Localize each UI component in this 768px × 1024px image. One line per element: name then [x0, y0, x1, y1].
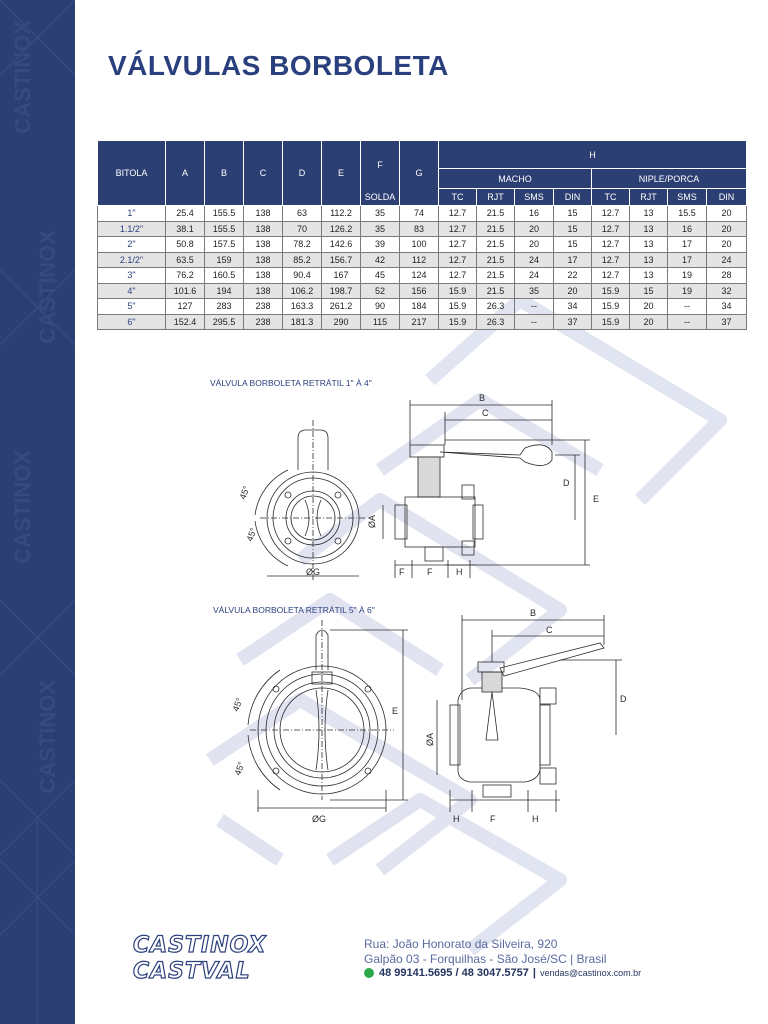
table-cell: 124	[400, 268, 439, 284]
table-cell: 13	[630, 221, 668, 237]
drawing2-label-b: B	[530, 608, 537, 618]
table-cell: 76.2	[166, 268, 205, 284]
table-cell: 101.6	[166, 283, 205, 299]
table-cell: 167	[322, 268, 361, 284]
drawing1-label-d: D	[563, 478, 570, 488]
table-cell: --	[515, 314, 554, 330]
phone-numbers[interactable]: 48 99141.5695 / 48 3047.5757	[379, 967, 529, 979]
drawing1-label-f2: F	[427, 567, 433, 577]
table-cell-bitola: 3"	[98, 268, 166, 284]
header-c: C	[244, 141, 283, 206]
table-cell: 90.4	[283, 268, 322, 284]
drawing2-label-angle2: 45°	[232, 760, 247, 777]
table-cell: 138	[244, 221, 283, 237]
table-cell: 152.4	[166, 314, 205, 330]
table-cell: 19	[668, 268, 707, 284]
page-title: VÁLVULAS BORBOLETA	[108, 50, 449, 81]
table-cell: 50.8	[166, 237, 205, 253]
table-cell: 106.2	[283, 283, 322, 299]
sidebar-watermark-3: CASTINOX	[10, 450, 35, 564]
table-cell: 63.5	[166, 252, 205, 268]
table-cell: 15.9	[439, 283, 477, 299]
table-cell: 112.2	[322, 206, 361, 222]
table-cell: 12.7	[439, 206, 477, 222]
table-cell: 24	[515, 268, 554, 284]
table-cell: 160.5	[205, 268, 244, 284]
table-cell: 155.5	[205, 206, 244, 222]
table-cell: 24	[515, 252, 554, 268]
table-cell: 20	[515, 237, 554, 253]
table-cell: 21.5	[477, 237, 515, 253]
drawing2-caption: VÁLVULA BORBOLETA RETRÁTIL 5" À 6"	[213, 605, 375, 615]
table-cell: 156	[400, 283, 439, 299]
address-block	[364, 937, 607, 967]
castinox-logo	[133, 933, 267, 985]
table-cell: 238	[244, 314, 283, 330]
table-cell: 85.2	[283, 252, 322, 268]
drawing1-label-angle2: 45°	[244, 526, 259, 543]
table-cell: 70	[283, 221, 322, 237]
drawing1-label-angle1: 45°	[237, 484, 252, 501]
drawing2-label-h1: H	[453, 814, 460, 824]
header-b: B	[205, 141, 244, 206]
table-cell: 38.1	[166, 221, 205, 237]
header-a: A	[166, 141, 205, 206]
table-cell: 295.5	[205, 314, 244, 330]
logo-line-castval: CASTVAL	[133, 959, 251, 984]
drawing1-label-e: E	[593, 494, 600, 504]
header-e: E	[322, 141, 361, 206]
table-cell: 13	[630, 268, 668, 284]
table-cell: 163.3	[283, 299, 322, 315]
table-cell: 184	[400, 299, 439, 315]
table-cell: 21.5	[477, 268, 515, 284]
drawing2-label-a: ØA	[425, 732, 435, 746]
table-cell: 26.3	[477, 314, 515, 330]
table-cell: 12.7	[592, 237, 630, 253]
table-cell: 115	[361, 314, 400, 330]
header-bitola: BITOLA	[98, 141, 166, 206]
drawing2-label-f: F	[490, 814, 496, 824]
drawing2-label-h2: H	[532, 814, 539, 824]
table-cell: 138	[244, 283, 283, 299]
table-cell: 12.7	[439, 268, 477, 284]
table-cell: 20	[554, 283, 592, 299]
table-cell: 52	[361, 283, 400, 299]
drawing1-caption: VÁLVULA BORBOLETA RETRÁTIL 1" À 4"	[210, 378, 372, 388]
table-cell-bitola: 2"	[98, 237, 166, 253]
table-cell: 16	[515, 206, 554, 222]
table-cell: 181.3	[283, 314, 322, 330]
table-cell: 34	[554, 299, 592, 315]
drawing1-label-b: B	[479, 393, 486, 403]
sidebar-watermark-2: CASTINOX	[35, 230, 60, 344]
table-cell: 20	[707, 237, 747, 253]
table-cell: 138	[244, 237, 283, 253]
table-cell: 13	[630, 206, 668, 222]
table-cell: 17	[554, 252, 592, 268]
table-cell: 19	[668, 283, 707, 299]
table-cell: 112	[400, 252, 439, 268]
table-cell: 13	[630, 252, 668, 268]
table-cell: 21.5	[477, 221, 515, 237]
table-cell: 15.9	[439, 299, 477, 315]
drawing2-label-e: E	[392, 706, 399, 716]
address-line1: Rua: João Honorato da Silveira, 920	[364, 937, 558, 951]
table-cell: 13	[630, 237, 668, 253]
header-niple-rjt: RJT	[630, 189, 668, 206]
table-cell: 283	[205, 299, 244, 315]
contact-separator: |	[532, 967, 536, 979]
table-cell: 12.7	[439, 237, 477, 253]
table-cell: 37	[707, 314, 747, 330]
email-link[interactable]: vendas@castinox.com.br	[539, 968, 642, 978]
table-cell: 17	[668, 252, 707, 268]
table-cell: 35	[515, 283, 554, 299]
header-macho: MACHO	[439, 169, 592, 189]
header-h: H	[439, 141, 747, 169]
table-cell: 15.9	[592, 314, 630, 330]
table-cell: --	[668, 314, 707, 330]
table-cell: 261.2	[322, 299, 361, 315]
table-cell: 45	[361, 268, 400, 284]
table-cell: 15.5	[668, 206, 707, 222]
header-g: G	[400, 141, 439, 206]
header-niple-sms: SMS	[668, 189, 707, 206]
table-cell: 217	[400, 314, 439, 330]
header-macho-rjt: RJT	[477, 189, 515, 206]
table-cell: 15.9	[439, 314, 477, 330]
table-cell: 15	[554, 206, 592, 222]
table-cell: 100	[400, 237, 439, 253]
table-cell: 78.2	[283, 237, 322, 253]
header-niple-tc: TC	[592, 189, 630, 206]
sidebar-watermark-1: CASTINOX	[10, 20, 35, 134]
table-cell: 12.7	[592, 252, 630, 268]
table-cell: 138	[244, 268, 283, 284]
table-cell: 28	[707, 268, 747, 284]
drawing2-label-g: ØG	[312, 814, 327, 824]
table-cell-bitola: 4"	[98, 283, 166, 299]
table-cell: 155.5	[205, 221, 244, 237]
drawing1-label-h: H	[456, 567, 463, 577]
table-cell: 142.6	[322, 237, 361, 253]
table-cell: 24	[707, 252, 747, 268]
logo-line-castinox: CASTINOX	[133, 933, 267, 958]
drawing1-front-view	[255, 420, 366, 580]
table-cell-bitola: 6"	[98, 314, 166, 330]
table-cell: 74	[400, 206, 439, 222]
table-cell: 90	[361, 299, 400, 315]
drawing2-side-view	[437, 615, 622, 812]
drawing2-label-d: D	[620, 694, 627, 704]
address-line2: Galpão 03 - Forquilhas - São José/SC | Brasil	[364, 952, 607, 966]
table-cell: 127	[166, 299, 205, 315]
header-macho-tc: TC	[439, 189, 477, 206]
table-cell: 83	[400, 221, 439, 237]
whatsapp-icon	[364, 968, 374, 978]
table-cell: 126.2	[322, 221, 361, 237]
table-cell: 25.4	[166, 206, 205, 222]
table-cell: 157.5	[205, 237, 244, 253]
table-cell: 15	[630, 283, 668, 299]
table-cell: 12.7	[439, 221, 477, 237]
drawing1-side-view	[383, 400, 590, 578]
header-niple: NIPLE/PORCA	[592, 169, 747, 189]
table-cell: 15	[554, 221, 592, 237]
table-cell: 15.9	[592, 283, 630, 299]
table-cell: 20	[630, 314, 668, 330]
table-cell: 12.7	[439, 252, 477, 268]
drawing1-label-c: C	[482, 408, 489, 418]
table-cell: 17	[668, 237, 707, 253]
table-cell: 39	[361, 237, 400, 253]
header-macho-sms: SMS	[515, 189, 554, 206]
table-cell: 156.7	[322, 252, 361, 268]
table-cell: 32	[707, 283, 747, 299]
table-cell: 35	[361, 206, 400, 222]
table-cell: 20	[630, 299, 668, 315]
header-niple-din: DIN	[707, 189, 747, 206]
table-cell-bitola: 1.1/2"	[98, 221, 166, 237]
table-cell: 159	[205, 252, 244, 268]
drawing1-label-g: ØG	[306, 567, 321, 577]
drawing1-label-a: ØA	[367, 514, 377, 528]
table-cell: 22	[554, 268, 592, 284]
table-cell: 15.9	[592, 299, 630, 315]
contact-line	[364, 967, 641, 979]
table-cell: 34	[707, 299, 747, 315]
table-cell: 138	[244, 252, 283, 268]
table-cell-bitola: 1"	[98, 206, 166, 222]
table-cell: 12.7	[592, 206, 630, 222]
table-cell: 21.5	[477, 252, 515, 268]
drawing2-label-c: C	[546, 625, 553, 635]
table-cell: 20	[707, 206, 747, 222]
drawing2-front-view	[248, 620, 408, 812]
table-cell: 26.3	[477, 299, 515, 315]
table-cell: 35	[361, 221, 400, 237]
table-cell: 20	[515, 221, 554, 237]
header-f: F	[361, 141, 400, 189]
table-cell: 21.5	[477, 206, 515, 222]
table-cell: --	[668, 299, 707, 315]
table-cell: 63	[283, 206, 322, 222]
table-cell-bitola: 2.1/2"	[98, 252, 166, 268]
table-cell: --	[515, 299, 554, 315]
table-cell: 21.5	[477, 283, 515, 299]
header-d: D	[283, 141, 322, 206]
table-cell: 37	[554, 314, 592, 330]
table-cell: 16	[668, 221, 707, 237]
table-cell: 12.7	[592, 268, 630, 284]
table-cell: 42	[361, 252, 400, 268]
sidebar-watermark-4: CASTINOX	[35, 680, 60, 794]
table-cell: 198.7	[322, 283, 361, 299]
table-cell: 15	[554, 237, 592, 253]
table-cell: 20	[707, 221, 747, 237]
table-cell: 12.7	[592, 221, 630, 237]
table-cell: 290	[322, 314, 361, 330]
table-cell: 194	[205, 283, 244, 299]
header-f-solda: SOLDA	[361, 189, 400, 206]
table-cell: 238	[244, 299, 283, 315]
drawing1-label-f1: F	[399, 567, 405, 577]
table-cell-bitola: 5"	[98, 299, 166, 315]
table-cell: 138	[244, 206, 283, 222]
header-macho-din: DIN	[554, 189, 592, 206]
drawing2-label-angle1: 45°	[230, 696, 245, 713]
